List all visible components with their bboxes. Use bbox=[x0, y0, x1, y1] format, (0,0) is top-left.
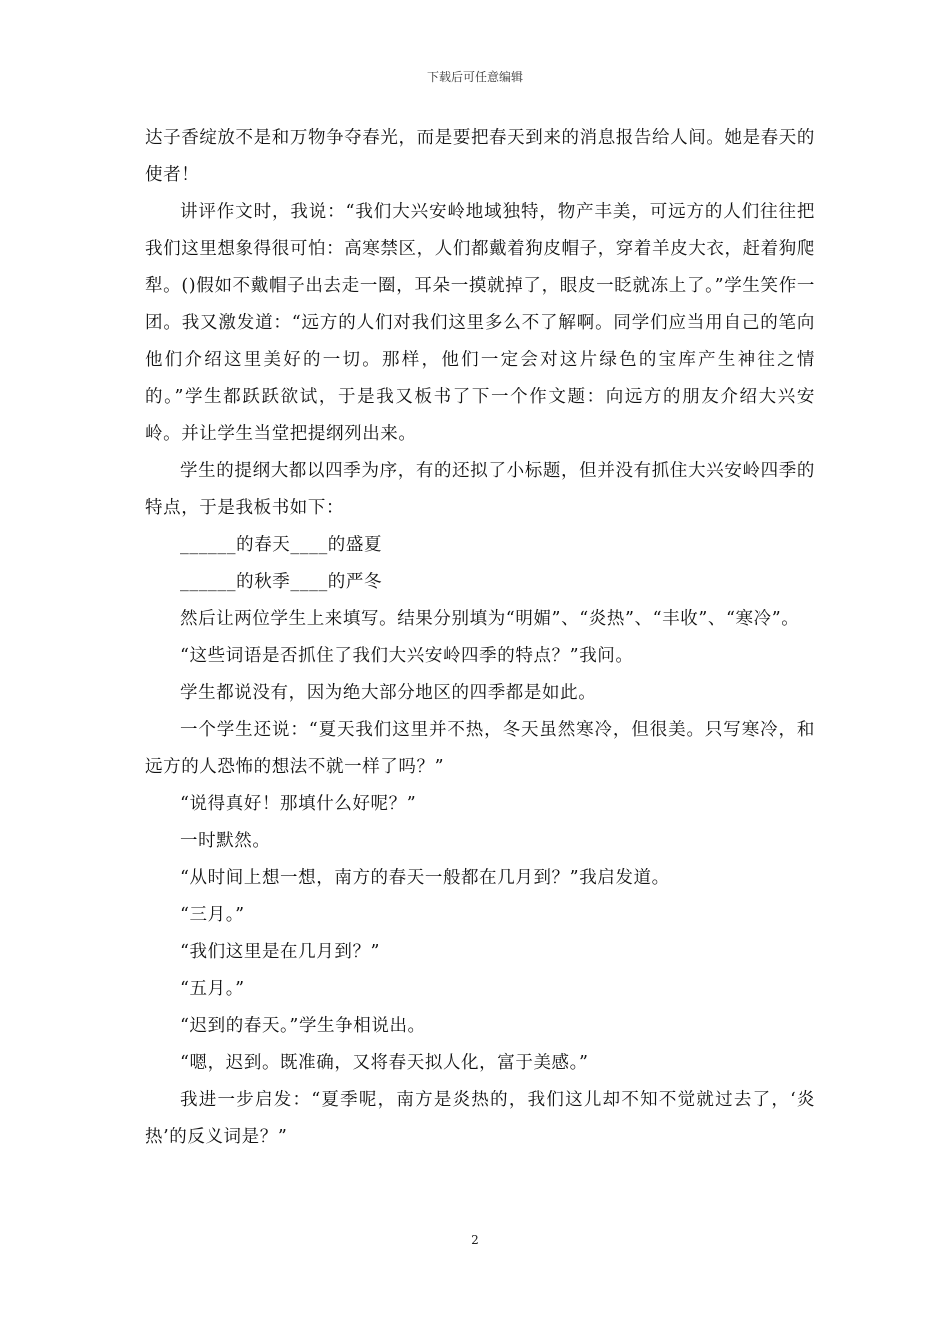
paragraph: 我进一步启发：“夏季呢，南方是炎热的，我们这儿却不知不觉就过去了，‘炎热’的反义词是？” bbox=[145, 1090, 815, 1147]
paragraph: “这些词语是否抓住了我们大兴安岭四季的特点？”我问。 bbox=[180, 646, 634, 666]
page-number: 2 bbox=[471, 1233, 479, 1247]
paragraph: 讲评作文时，我说：“我们大兴安岭地域独特，物产丰美，可远方的人们往往把我们这里想象得很可怕：高寒禁区，人们都戴着狗皮帽子，穿着羊皮大衣，赶着狗爬犁。()假如不戴帽子出去走一圈，耳朵一摸就掉了，眼皮一眨就冻上了。”学生笑作一团。我又激发道：“远方的人们对我们这里多么不了解啊。同学们应当用自己的笔向他们介绍这里美好的一切。那样，他们一定会对这片绿色的宝库产生神往之情的。”学生都跃跃欲试，于是我又板书了下一个作文题：向远方的朋友介绍大兴安岭。并让学生当堂把提纲列出来。 bbox=[145, 202, 815, 444]
paragraph: “说得真好！那填什么好呢？” bbox=[180, 794, 417, 814]
paragraph: 达子香绽放不是和万物争夺春光，而是要把春天到来的消息报告给人间。她是春天的使者！ bbox=[145, 128, 815, 185]
paragraph: 学生的提纲大都以四季为序，有的还拟了小标题，但并没有抓住大兴安岭四季的特点，于是我板书如下： bbox=[145, 461, 815, 518]
paragraph: “我们这里是在几月到？” bbox=[180, 942, 381, 962]
paragraph: 学生都说没有，因为绝大部分地区的四季都是如此。 bbox=[180, 683, 597, 703]
paragraph: “五月。” bbox=[180, 979, 245, 999]
page-header: 下载后可任意编辑 bbox=[426, 70, 523, 84]
paragraph: “三月。” bbox=[180, 905, 245, 925]
blackboard-line: ______的春天____的盛夏 bbox=[180, 535, 383, 555]
document-body bbox=[145, 120, 815, 1156]
paragraph: “从时间上想一想，南方的春天一般都在几月到？”我启发道。 bbox=[180, 868, 670, 888]
paragraph: “嗯，迟到。既准确，又将春天拟人化，富于美感。” bbox=[180, 1053, 589, 1073]
paragraph: 一时默然。 bbox=[180, 831, 271, 851]
paragraph: 一个学生还说：“夏天我们这里并不热，冬天虽然寒冷，但很美。只写寒冷，和远方的人恐怖的想法不就一样了吗？” bbox=[145, 720, 815, 777]
paragraph: 然后让两位学生上来填写。结果分别填为“明媚”、“炎热”、“丰收”、“寒冷”。 bbox=[180, 609, 800, 629]
blackboard-line: ______的秋季____的严冬 bbox=[180, 572, 383, 592]
paragraph: “迟到的春天。”学生争相说出。 bbox=[180, 1016, 426, 1036]
